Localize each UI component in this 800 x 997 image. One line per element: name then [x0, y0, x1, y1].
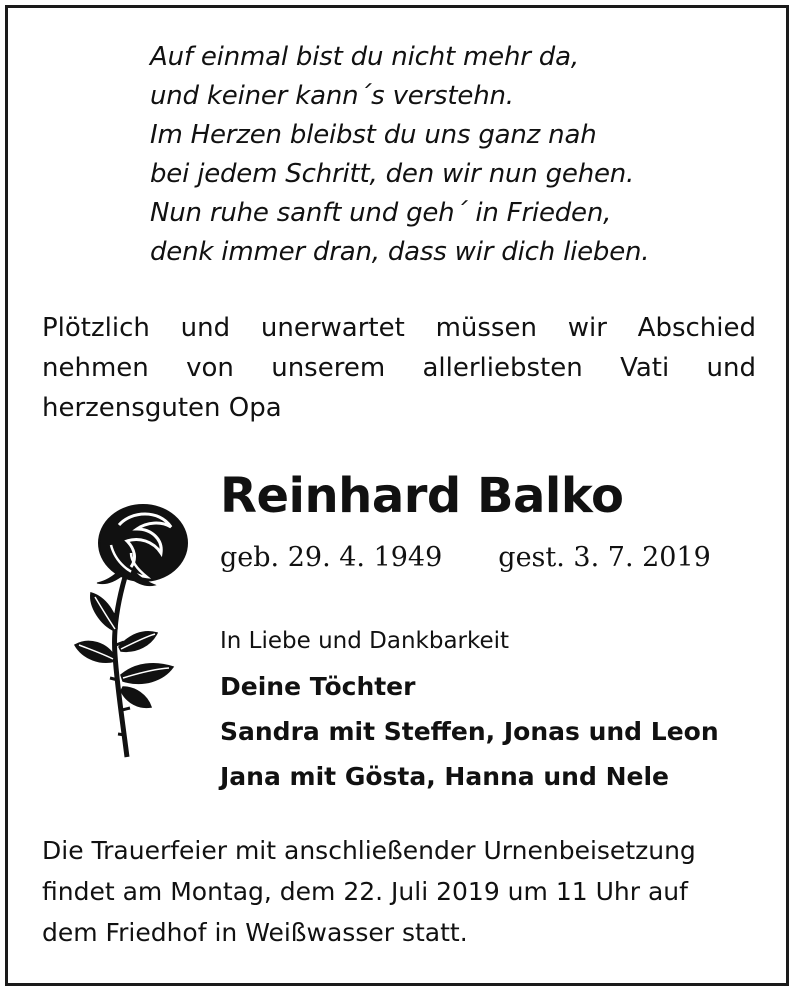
service-line: dem Friedhof in Weißwasser statt. — [42, 918, 468, 947]
poem-line: denk immer dran, dass wir dich lieben. — [150, 237, 650, 267]
announcement-text — [42, 308, 756, 428]
mourner-line: Sandra mit Steffen, Jonas und Leon — [220, 717, 719, 746]
service-line: Die Trauerfeier mit anschließender Urnenbeisetzung — [42, 836, 696, 865]
announcement-line: herzensguten Opa — [42, 393, 282, 423]
poem-line: Auf einmal bist du nicht mehr da, — [150, 42, 579, 72]
mourners-block — [220, 619, 780, 799]
service-line: findet am Montag, dem 22. Juli 2019 um 11 Uhr auf — [42, 877, 688, 906]
rose-icon — [55, 495, 195, 765]
mourner-line: Deine Töchter — [220, 672, 416, 701]
poem-line: Nun ruhe sanft und geh´ in Frieden, — [150, 198, 612, 228]
poem-line: Im Herzen bleibst du uns ganz nah — [150, 120, 597, 150]
poem-line: bei jedem Schritt, den wir nun gehen. — [150, 159, 635, 189]
announcement-line: Plötzlich und unerwartet müssen wir Abschied — [42, 313, 756, 343]
poem-line: und keiner kann´s verstehn. — [150, 81, 514, 111]
announcement-line: nehmen von unserem allerliebsten Vati und — [42, 353, 756, 383]
deceased-name: Reinhard Balko — [220, 468, 624, 524]
death-date: gest. 3. 7. 2019 — [498, 542, 711, 573]
mourner-line: Jana mit Gösta, Hanna und Nele — [220, 762, 669, 791]
mourners-intro: In Liebe und Dankbarkeit — [220, 628, 510, 654]
funeral-service-info — [42, 830, 758, 953]
birth-date: geb. 29. 4. 1949 — [220, 542, 443, 573]
memorial-poem — [150, 38, 750, 272]
life-dates — [220, 538, 711, 578]
